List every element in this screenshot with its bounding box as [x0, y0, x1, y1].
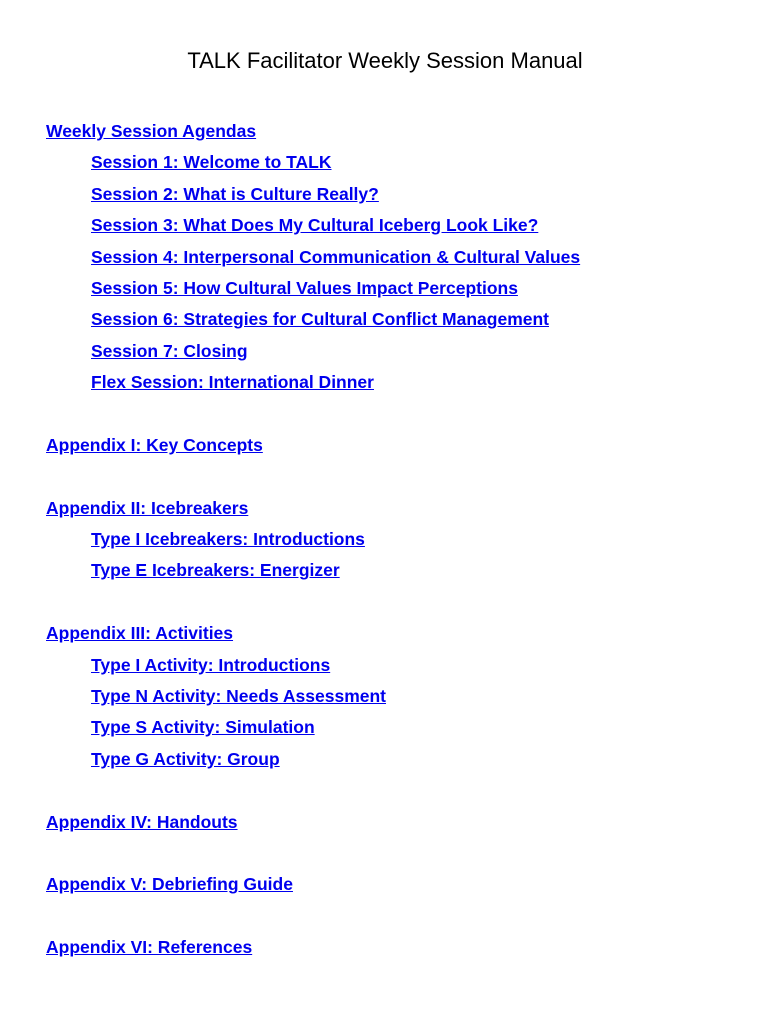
table-of-contents [46, 116, 746, 964]
toc-link-flex-session[interactable]: Flex Session: International Dinner [91, 372, 374, 393]
toc-link-session-5[interactable]: Session 5: How Cultural Values Impact Perceptions [91, 277, 518, 298]
toc-link-type-n-activity[interactable]: Type N Activity: Needs Assessment [91, 686, 387, 707]
toc-link-type-i-icebreakers[interactable]: Type I Icebreakers: Introductions [91, 529, 365, 550]
toc-link-session-1[interactable]: Session 1: Welcome to TALK [91, 152, 332, 173]
toc-link-session-4[interactable]: Session 4: Interpersonal Communication & Cultural Values [91, 246, 581, 267]
toc-link-type-s-activity[interactable]: Type S Activity: Simulation [91, 717, 315, 738]
toc-link-appendix-ii[interactable]: Appendix II: Icebreakers [46, 497, 249, 518]
toc-link-appendix-vi[interactable]: Appendix VI: References [46, 937, 253, 958]
toc-link-appendix-i[interactable]: Appendix I: Key Concepts [46, 434, 263, 455]
toc-link-appendix-iii[interactable]: Appendix III: Activities [46, 623, 234, 644]
toc-link-type-e-icebreakers[interactable]: Type E Icebreakers: Energizer [91, 560, 340, 581]
page-title: TALK Facilitator Weekly Session Manual [187, 48, 583, 73]
toc-section-weekly-session-agendas [46, 116, 746, 399]
toc-section-appendix-v [46, 869, 746, 900]
toc-section-appendix-ii [46, 493, 746, 587]
toc-link-session-3[interactable]: Session 3: What Does My Cultural Iceberg Look Like? [91, 215, 539, 236]
toc-link-session-6[interactable]: Session 6: Strategies for Cultural Conflict Management [91, 309, 549, 330]
toc-link-appendix-v[interactable]: Appendix V: Debriefing Guide [46, 874, 293, 895]
toc-link-session-2[interactable]: Session 2: What is Culture Really? [91, 183, 379, 204]
toc-section-appendix-iii [46, 618, 746, 775]
toc-link-type-g-activity[interactable]: Type G Activity: Group [91, 748, 280, 769]
toc-link-appendix-iv[interactable]: Appendix IV: Handouts [46, 811, 238, 832]
toc-link-type-i-activity[interactable]: Type I Activity: Introductions [91, 654, 331, 675]
toc-section-appendix-i [46, 430, 746, 461]
toc-link-session-7[interactable]: Session 7: Closing [91, 340, 248, 361]
toc-section-appendix-iv [46, 807, 746, 838]
toc-section-appendix-vi [46, 932, 746, 963]
toc-link-weekly-session-agendas[interactable]: Weekly Session Agendas [46, 121, 257, 141]
